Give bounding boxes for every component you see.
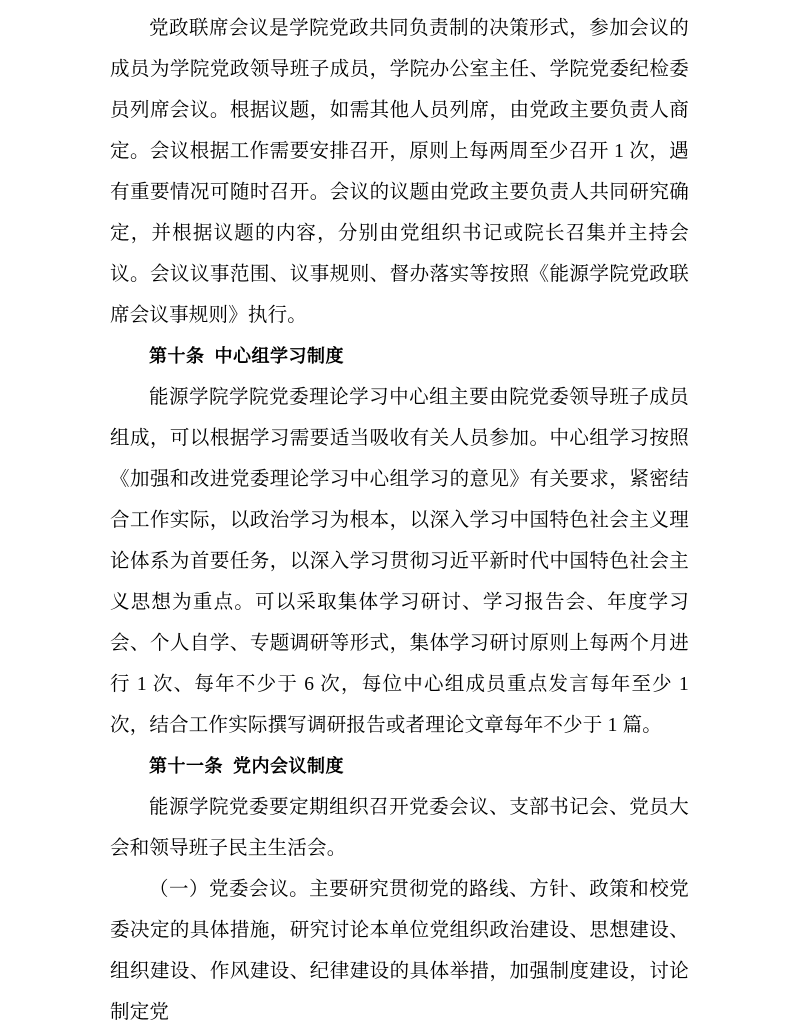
paragraph-joint-meeting: 党政联席会议是学院党政共同负责制的决策形式，参加会议的成员为学院党政领导班子成员，学院办公室主任、学院党委纪检委员列席会议。根据议题，如需其他人员列席，由党政主要负责人商定。会议根据工作需要安排召开，原则上每两周至少召开 1 次，遇有重要情况可随时召开。会议的议题由党政主要负责人共同研究确定，并根据议题的内容，分别由党组织书记或院长召集并主持会议。会议议事范围、议事规则、督办落实等按照《能源学院党政联席会议事规则》执行。 (110, 18, 689, 326)
heading-article-ten (110, 336, 689, 377)
heading-article-ten-label: 第十条 (149, 346, 205, 367)
heading-article-eleven-text: 党内会议制度 (233, 756, 344, 777)
paragraph-party-committee-meeting: （一）党委会议。主要研究贯彻党的路线、方针、政策和校党委决定的具体措施，研究讨论本单位党组织政治建设、思想建设、组织建设、作风建设、纪律建设的具体举措，加强制度建设，讨论制定党 (110, 879, 689, 1023)
paragraph-central-group-study: 能源学院学院党委理论学习中心组主要由院党委领导班子成员组成，可以根据学习需要适当吸收有关人员参加。中心组学习按照《加强和改进党委理论学习中心组学习的意见》有关要求，紧密结合工作实际，以政治学习为根本，以深入学习中国特色社会主义理论体系为首要任务，以深入学习贯彻习近平新时代中国特色社会主义思想为重点。可以采取集体学习研讨、学习报告会、年度学习会、个人自学、专题调研等形式，集体学习研讨原则上每两个月进行 1 次、每年不少于 6 次，每位中心组成员重点发言每年至少 1 次，结合工作实际撰写调研报告或者理论文章每年不少于 1 篇。 (110, 387, 689, 736)
paragraph-party-meetings: 能源学院党委要定期组织召开党委会议、支部书记会、党员大会和领导班子民主生活会。 (110, 797, 689, 859)
document-body (110, 8, 689, 1033)
heading-article-ten-text: 中心组学习制度 (214, 346, 344, 367)
heading-article-eleven-label: 第十一条 (149, 756, 223, 777)
heading-article-eleven (110, 746, 689, 787)
